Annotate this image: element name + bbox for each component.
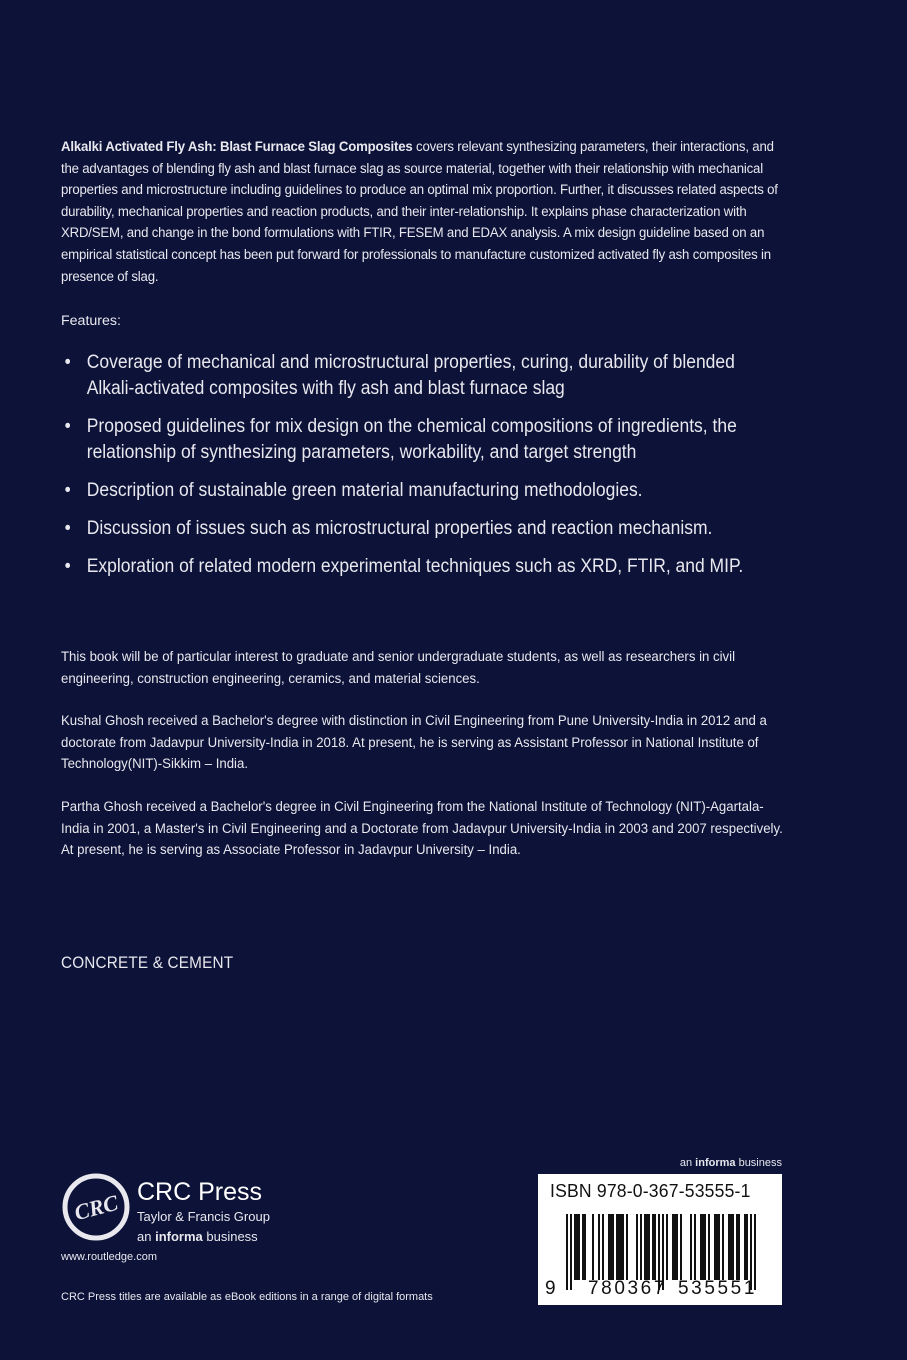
isbn-label: ISBN 978-0-367-53555-1 <box>550 1180 751 1201</box>
barcode-bar <box>646 1214 648 1280</box>
bullet-icon: • <box>64 556 71 577</box>
barcode-bar <box>714 1214 716 1280</box>
feature-item: • Proposed guidelines for mix design on the chemical compositions of ingredients, the relationship of synthesizing parameters, workability, and target strength <box>64 416 737 463</box>
barcode-bar <box>690 1214 692 1280</box>
features-label: Features: <box>61 313 121 329</box>
barcode-bar <box>666 1214 668 1280</box>
author-bio-partha: Partha Ghosh received a Bachelor's degree in Civil Engineering from the National Institute of Technology (NIT)-Agartala-India in 2001, a Master's in Civil Engineering and a Doctorate from Jadavpur University-India in 2003 and 2007 respectively. At present, he is serving as Associate Professor in Jadavpur University – India. <box>61 799 783 859</box>
feature-item: • Discussion of issues such as microstructural properties and reaction mechanism. <box>61 516 779 542</box>
barcode-bar <box>704 1214 706 1280</box>
feature-item: • Coverage of mechanical and microstructural properties, curing, durability of blended Alkali-activated composites with fly ash and blast furnace slag <box>64 352 735 399</box>
barcode-bar <box>672 1214 674 1280</box>
crc-logo-text: CRC <box>71 1189 121 1226</box>
author-bio-kushal: Kushal Ghosh received a Bachelor's degree with distinction in Civil Engineering from Pune University-India in 2012 and a doctorate from Jadavpur University-India in 2018. At present, he is serving as Assistant Professor in National Institute of Technology(NIT)-Sikkim – India. <box>61 713 767 773</box>
ebook-note: CRC Press titles are available as eBook editions in a range of digital formats <box>61 1291 433 1303</box>
barcode-bar <box>652 1214 654 1280</box>
bullet-icon: • <box>64 352 71 373</box>
barcode-bar <box>694 1214 696 1280</box>
barcode-bar <box>640 1214 642 1280</box>
barcode-bar <box>602 1214 604 1280</box>
barcode-bar <box>736 1214 738 1280</box>
barcode-bar <box>680 1214 682 1280</box>
barcode-bar <box>644 1214 646 1280</box>
barcode-bar <box>608 1214 610 1280</box>
isbn-barcode <box>538 1174 782 1305</box>
barcode-bar <box>576 1214 578 1280</box>
features-list <box>61 350 779 592</box>
bullet-icon: • <box>64 416 71 437</box>
barcode-bar <box>592 1214 594 1280</box>
barcode-digits <box>538 1278 782 1302</box>
barcode-bar <box>674 1214 676 1280</box>
bullet-icon: • <box>64 480 71 501</box>
feature-item: • Description of sustainable green material manufacturing methodologies. <box>61 478 779 504</box>
barcode-bar <box>718 1214 720 1280</box>
barcode-bar <box>746 1214 748 1280</box>
intro-paragraph <box>61 137 786 288</box>
barcode-bar <box>744 1214 746 1280</box>
barcode-bar <box>722 1214 724 1280</box>
barcode-bar <box>598 1214 600 1280</box>
subject-category: CONCRETE & CEMENT <box>61 953 234 972</box>
barcode-digits-right: 535551 <box>678 1278 758 1299</box>
barcode-bar <box>582 1214 584 1280</box>
barcode-digits-left: 780367 <box>588 1278 668 1299</box>
feature-item: • Exploration of related modern experimental techniques such as XRD, FTIR, and MIP. <box>61 554 779 580</box>
barcode-bar <box>618 1214 620 1280</box>
crc-logo-icon <box>61 1172 131 1242</box>
barcode-bar <box>738 1214 740 1280</box>
barcode-bar <box>622 1214 624 1280</box>
barcode-bar <box>702 1214 704 1280</box>
informa-tagline: an informa business <box>679 1157 782 1169</box>
publisher-business: an informa business <box>137 1229 258 1244</box>
barcode-bar <box>654 1214 656 1280</box>
barcode-bar <box>574 1214 576 1280</box>
bullet-icon: • <box>64 518 71 539</box>
barcode-bar <box>626 1214 628 1280</box>
book-title: Alkalki Activated Fly Ash: Blast Furnace Slag Composites <box>61 139 413 155</box>
barcode-bar <box>620 1214 622 1280</box>
audience-paragraph: This book will be of particular interest to graduate and senior undergraduate students, as well as researchers in civil engineering, construction engineering, ceramics, and material sciences. <box>61 649 736 687</box>
barcode-bar <box>716 1214 718 1280</box>
publisher-group: Taylor & Francis Group <box>137 1209 270 1224</box>
barcode-bar <box>732 1214 734 1280</box>
barcode-bar <box>648 1214 650 1280</box>
publisher-name: CRC Press <box>137 1178 263 1206</box>
barcode-bar <box>610 1214 612 1280</box>
barcode-bar <box>708 1214 710 1280</box>
barcode-bar <box>578 1214 580 1280</box>
barcode-bar <box>612 1214 614 1280</box>
barcode-bar <box>636 1214 638 1280</box>
publisher-url: www.routledge.com <box>61 1251 157 1263</box>
barcode-bar <box>730 1214 732 1280</box>
barcode-digit-first: 9 <box>545 1278 556 1299</box>
barcode-bar <box>676 1214 678 1280</box>
barcode-bar <box>728 1214 730 1280</box>
intro-text: covers relevant synthesizing parameters, their interactions, and the advantages of blending fly ash and blast furnace slag as source material, together with their relationship with mechanical properties and microstructure including guidelines to produce an optimal mix proportion. Further, it discusses related aspects of durability, mechanical properties and reaction products, and their inter-relationship. It explains phase characterization with XRD/SEM, and change in the bond formulations with FTIR, FESEM and EDAX analysis. A mix design guideline based on an empirical statistical concept has been put forward for professionals to manufacture customized activated fly ash composites in presence of slag. <box>61 139 778 285</box>
barcode-bar <box>616 1214 618 1280</box>
barcode-bar <box>584 1214 586 1280</box>
barcode-bar <box>700 1214 702 1280</box>
